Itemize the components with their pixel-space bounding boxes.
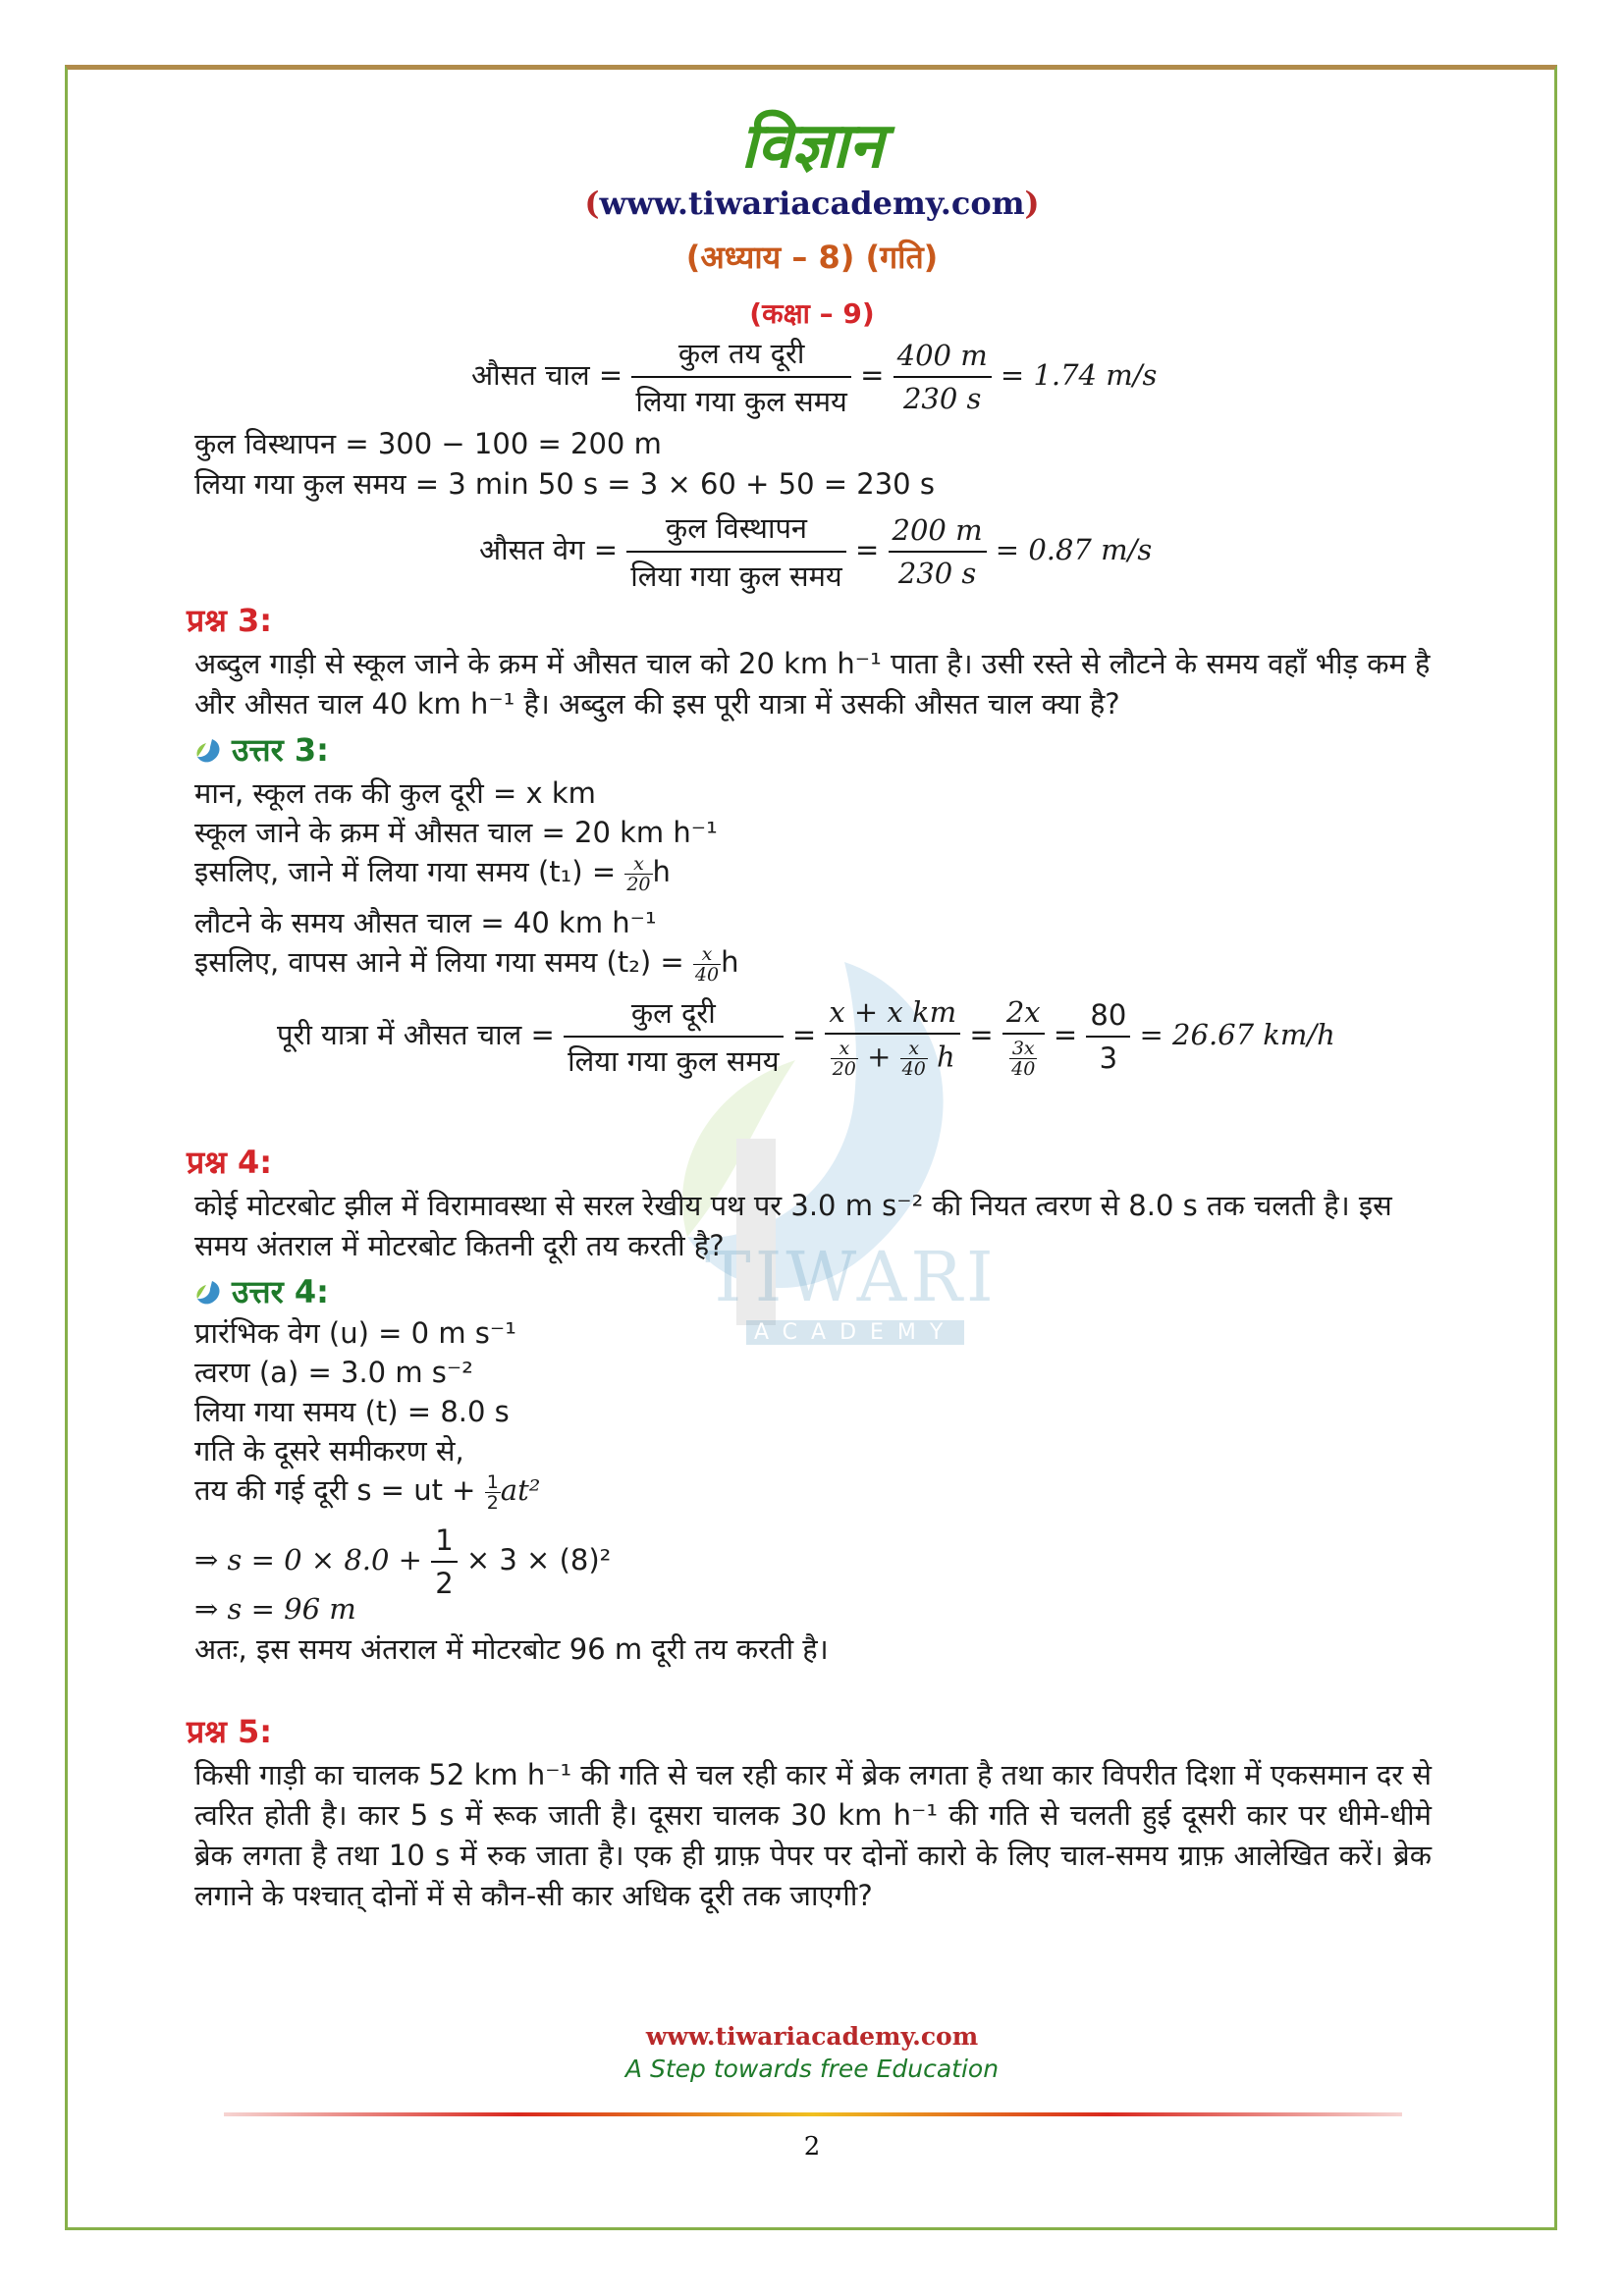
tiwari-logo-icon bbox=[194, 737, 224, 765]
answer-4-line: त्वरण (a) = 3.0 m s⁻² bbox=[194, 1356, 473, 1389]
header-site-link[interactable]: www.tiwariacademy.com bbox=[599, 185, 1025, 222]
answer-4-label: उत्तर 4: bbox=[194, 1270, 329, 1312]
question-3-text: अब्दुल गाड़ी से स्कूल जाने के क्रम में औसत चाल को 20 km h⁻¹ पाता है। उसी रस्ते से लौटने के समय वहाँ भीड़ कम है और औसत चाल 40 km h⁻¹ है। अब्दुल की इस पूरी यात्रा में उसकी औसत चाल क्या है? bbox=[194, 647, 1431, 721]
total-time-line: लिया गया कुल समय = 3 min 50 s = 3 × 60 + 50 = 230 s bbox=[194, 467, 935, 501]
tiwari-logo-icon bbox=[194, 1279, 224, 1307]
question-4-label: प्रश्न 4: bbox=[187, 1144, 273, 1181]
header-site: (www.tiwariacademy.com) bbox=[584, 185, 1040, 222]
avg-velocity-equation: औसत वेग = $\frac{\text{कुल विस्थापन}}{\text{लिया गया कुल समय}}$ = $\frac{200 m}{230 s}$ = 0.87 m/s bbox=[479, 508, 1152, 595]
answer-3-line: मान, स्कूल तक की कुल दूरी = x km bbox=[194, 776, 596, 810]
answer-3-line: इसलिए, वापस आने में लिया गया समय (t₂) = $\frac{x}{40}$ h bbox=[194, 942, 739, 986]
answer-3-line: लौटने के समय औसत चाल = 40 km h⁻¹ bbox=[194, 906, 657, 939]
answer-4-line: तय की गई दूरी s = ut + $\frac{1}{2}$ at² bbox=[194, 1470, 541, 1514]
chapter-heading: (अध्याय – 8) (गति) bbox=[685, 239, 939, 276]
answer-3-label: उत्तर 3: bbox=[194, 728, 329, 771]
question-4-text: कोई मोटरबोट झील में विरामावस्था से सरल रेखीय पथ पर 3.0 m s⁻² की नियत त्वरण से 8.0 s तक चलती है। इस समय अंतराल में मोटरबोट कितनी दूरी तय करती है? bbox=[194, 1189, 1392, 1262]
answer-3-final-equation: पूरी यात्रा में औसत चाल = $\frac{\text{कुल दूरी}}{\text{लिया गया कुल समय}}$ = x + x km $\frac{x}{20}$ + $\frac{x}{40}$ h = $\frac{2x}{\frac{3x}{40}}$ = $\frac{80}{3}$ = 26.67 km/h bbox=[277, 994, 1335, 1080]
footer-tagline: A Step towards free Education bbox=[624, 2055, 1000, 2083]
question-5-text: किसी गाड़ी का चालक 52 km h⁻¹ की गति से चल रही कार में ब्रेक लगता है तथा कार विपरीत दिशा में एकसमान दर से त्वरित होती है। कार 5 s में रूक जाती है। दूसरा चालक 30 km h⁻¹ की गति से चलती हुई दूसरी कार पर धीमे-धीमे ब्रेक लगता है तथा 10 s में रुक जाता है। एक ही ग्राफ़ पेपर पर दोनों कारो के लिए चाल-समय ग्राफ़ आलेखित करें। ब्रेक लगाने के पश्चात् दोनों में से कौन-सी कार अधिक दूरी तक जाएगी? bbox=[194, 1758, 1432, 1912]
answer-4-line: गति के दूसरे समीकरण से, bbox=[194, 1434, 464, 1468]
page-title: विज्ञान bbox=[740, 110, 884, 183]
watermark-text: TIWARI bbox=[705, 1237, 998, 1317]
answer-4-line: ⇒ s = 96 m bbox=[194, 1592, 356, 1626]
answer-4-line: प्रारंभिक वेग (u) = 0 m s⁻¹ bbox=[194, 1316, 516, 1350]
footer-site-link[interactable]: www.tiwariacademy.com bbox=[645, 2022, 979, 2051]
answer-3-line: स्कूल जाने के क्रम में औसत चाल = 20 km h⁻¹ bbox=[194, 816, 718, 849]
class-heading: (कक्षा – 9) bbox=[749, 297, 875, 330]
answer-3-line: इसलिए, जाने में लिया गया समय (t₁) = $\frac{x}{20}$ h bbox=[194, 852, 671, 895]
page-number: 2 bbox=[803, 2132, 821, 2162]
answer-4-conclusion: अतः, इस समय अंतराल में मोटरबोट 96 m दूरी तय करती है। bbox=[194, 1632, 829, 1666]
question-5-label: प्रश्न 5: bbox=[187, 1713, 273, 1750]
question-3-label: प्रश्न 3: bbox=[187, 602, 273, 639]
footer-divider bbox=[224, 2112, 1402, 2116]
answer-4-line: लिया गया समय (t) = 8.0 s bbox=[194, 1395, 510, 1428]
displacement-line: कुल विस्थापन = 300 − 100 = 200 m bbox=[194, 427, 662, 460]
avg-speed-equation: औसत चाल = $\frac{\text{कुल तय दूरी}}{\text{लिया गया कुल समय}}$ = $\frac{400 m}{230 s}$ = 1.74 m/s bbox=[471, 334, 1157, 420]
answer-4-line: ⇒ s = 0 × 8.0 + $\frac{1}{2}$ × 3 × (8)² bbox=[194, 1523, 612, 1600]
watermark-subtext: ACADEMY bbox=[746, 1320, 964, 1345]
